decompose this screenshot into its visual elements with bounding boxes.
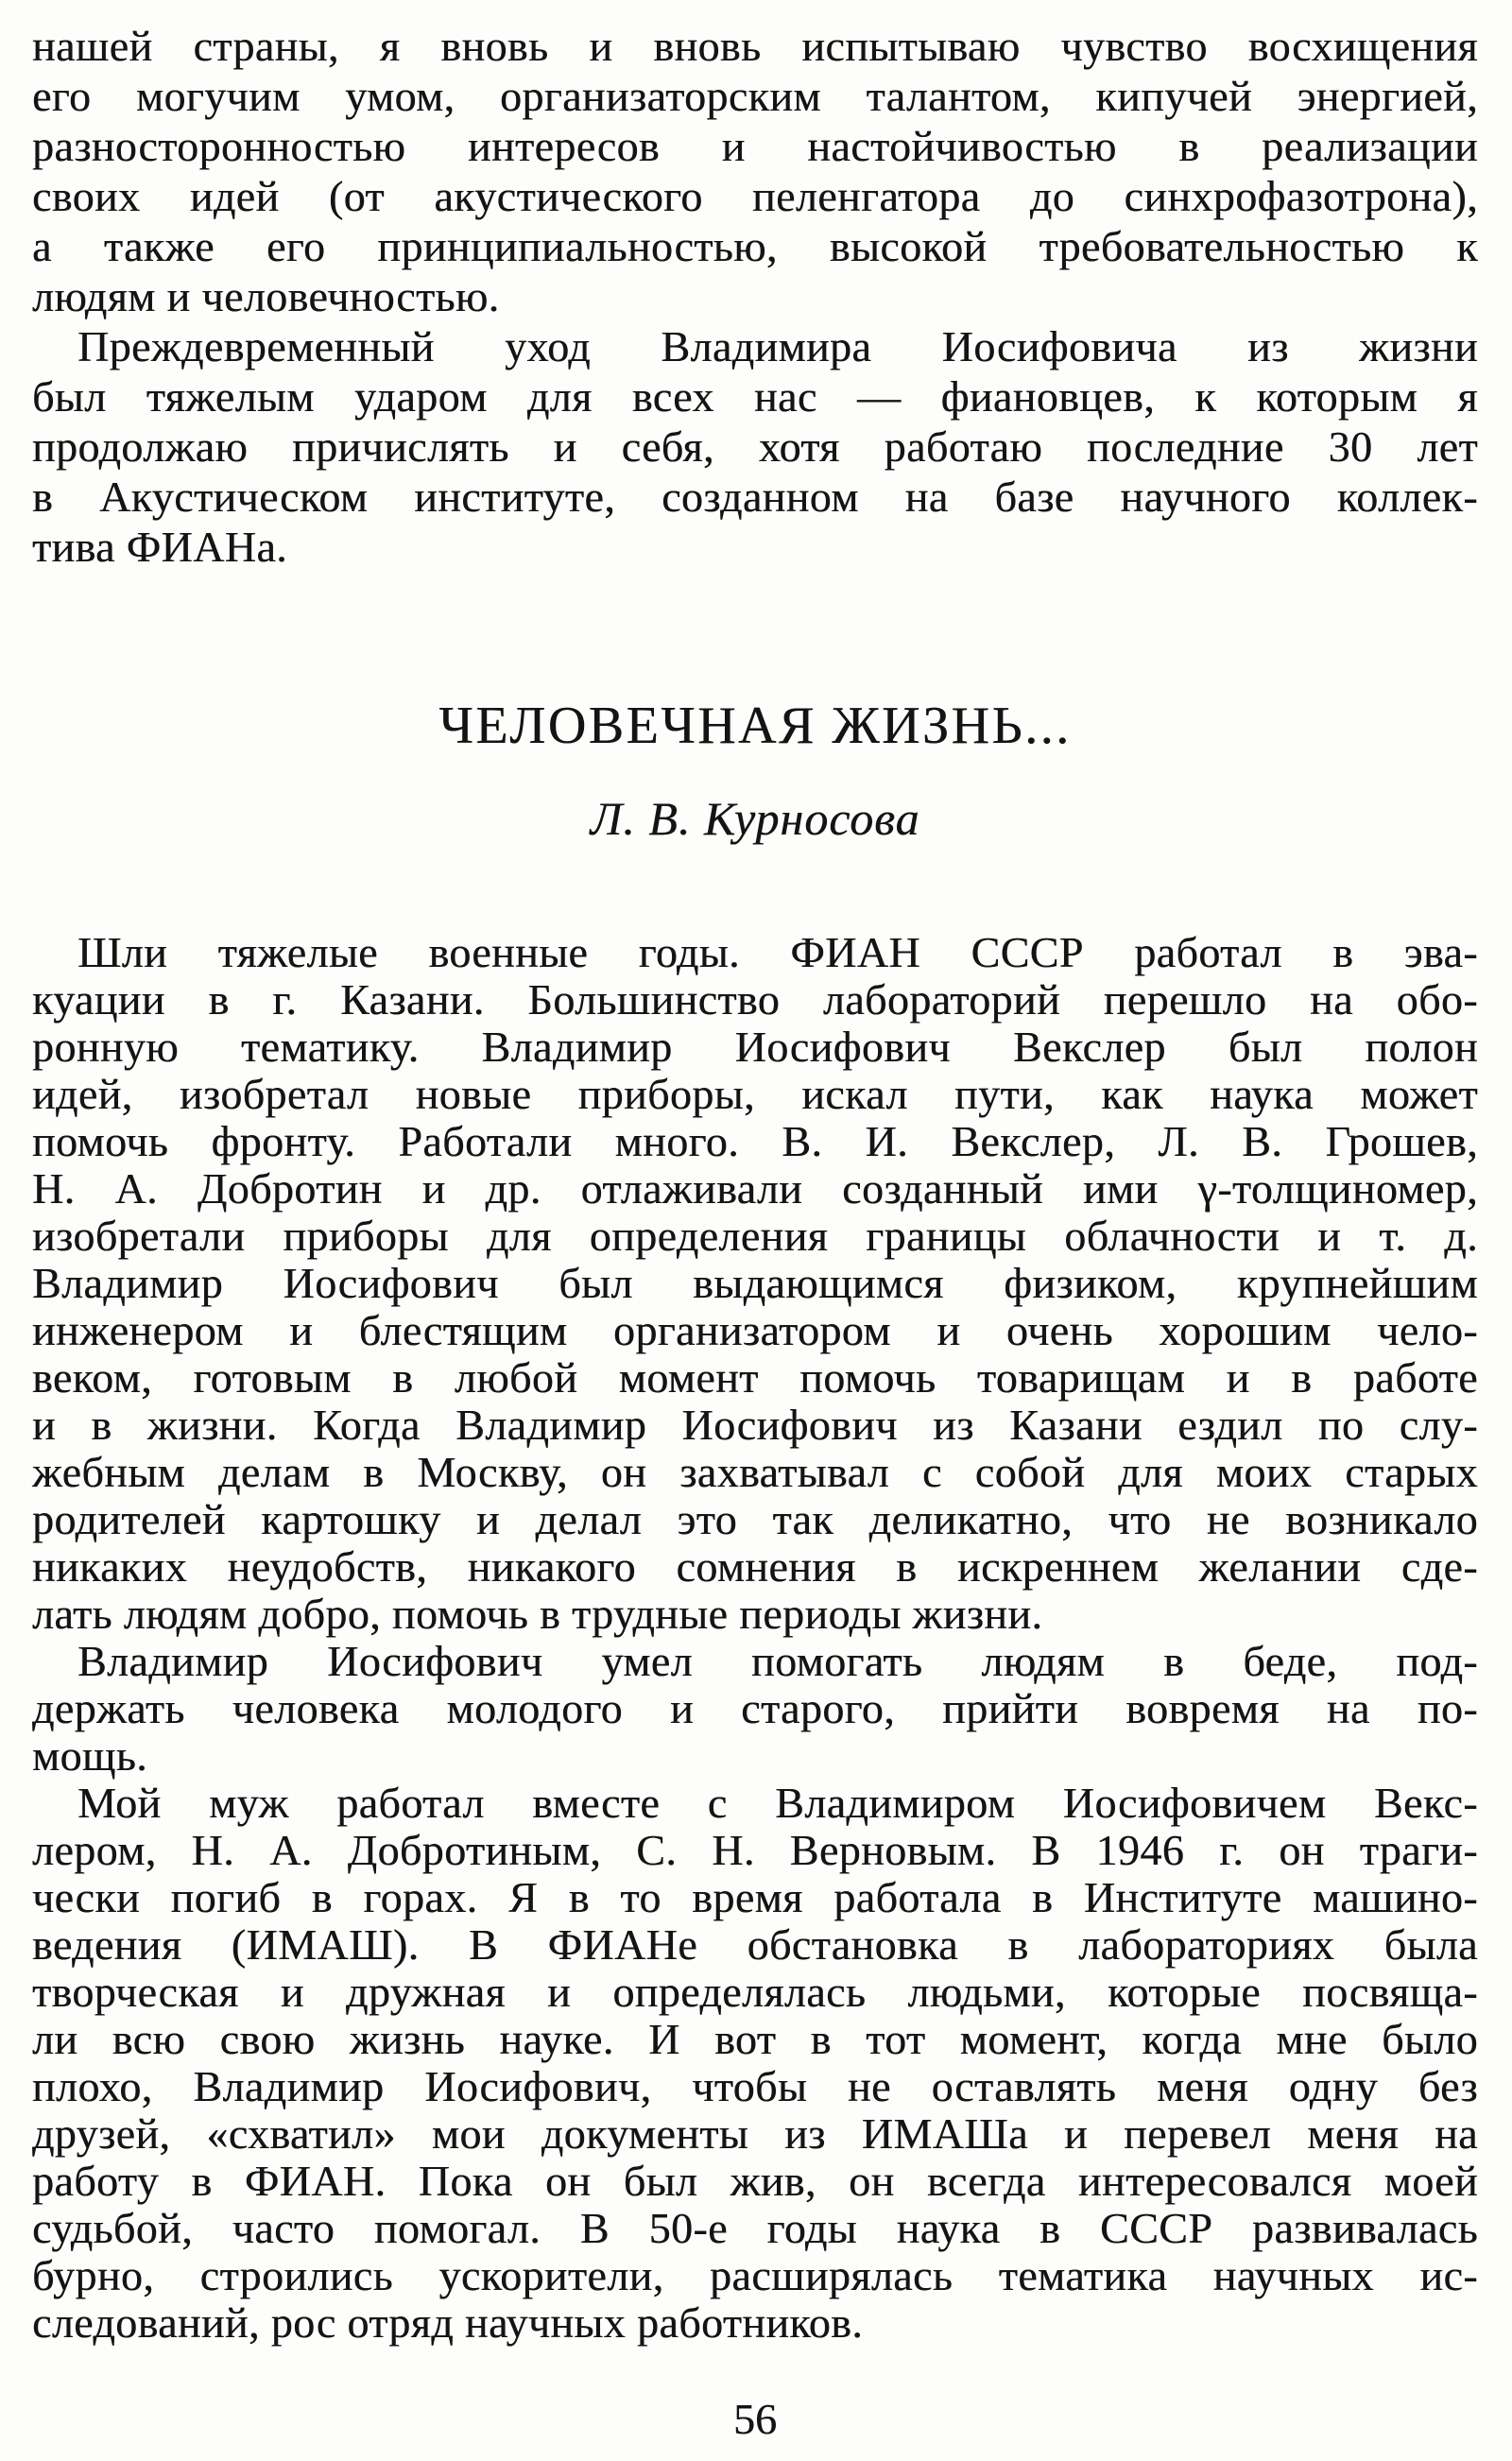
text-line: работу в ФИАН. Пока он был жив, он всегда интересовался моей bbox=[32, 2157, 1478, 2205]
text-line: ведения (ИМАШ). В ФИАНе обстановка в лабораториях была bbox=[32, 1920, 1478, 1969]
text-line: инженером и блестящим организатором и очень хорошим чело- bbox=[32, 1306, 1478, 1354]
paragraph bbox=[32, 321, 1478, 572]
paragraph bbox=[32, 21, 1478, 321]
text-line: творческая и дружная и определялась людьми, которые посвяща- bbox=[32, 1968, 1478, 2016]
text-line: плохо, Владимир Иосифович, чтобы не оставлять меня одну без bbox=[32, 2062, 1478, 2110]
text-line: Мой муж работал вместе с Владимиром Иосифовичем Векс- bbox=[77, 1779, 1478, 1827]
text-line: ли всю свою жизнь науке. И вот в тот момент, когда мне было bbox=[32, 2015, 1478, 2063]
text-line: в Акустическом институте, созданном на базе научного коллек- bbox=[32, 473, 1478, 521]
text-line: был тяжелым ударом для всех нас — фиановцев, к которым я bbox=[32, 372, 1478, 421]
text-line: разносторонностью интересов и настойчивостью в реализации bbox=[32, 122, 1478, 170]
paragraph bbox=[32, 929, 1478, 1638]
intro-continuation-text bbox=[32, 21, 1478, 572]
text-line: Шли тяжелые военные годы. ФИАН СССР работал в эва- bbox=[77, 928, 1478, 976]
text-line: нашей страны, я вновь и вновь испытываю чувство восхищения bbox=[32, 22, 1478, 70]
chapter-author: Л. В. Курносова bbox=[590, 792, 920, 845]
text-line: следований, рос отряд научных работников. bbox=[32, 2298, 864, 2347]
memoir-body-text bbox=[32, 929, 1478, 2347]
chapter-title: ЧЕЛОВЕЧНАЯ ЖИЗНЬ... bbox=[438, 697, 1072, 755]
text-line: идей, изобретал новые приборы, искал пути, как наука может bbox=[32, 1070, 1478, 1118]
text-line: лать людям добро, помочь в трудные периоды жизни. bbox=[32, 1590, 1043, 1638]
text-line: друзей, «схватил» мои документы из ИМАШа и перевел меня на bbox=[32, 2109, 1478, 2158]
page-number: 56 bbox=[733, 2395, 777, 2443]
text-line: родителей картошку и делал это так деликатно, что не возникало bbox=[32, 1495, 1478, 1543]
text-line: а также его принципиальностью, высокой требовательностью к bbox=[32, 222, 1478, 270]
text-line: лером, Н. А. Добротиным, С. Н. Верновым. В 1946 г. он траги- bbox=[32, 1826, 1478, 1874]
text-line: Владимир Иосифович был выдающимся физиком, крупнейшим bbox=[32, 1259, 1478, 1307]
text-line: продолжаю причислять и себя, хотя работаю последние 30 лет bbox=[32, 422, 1478, 471]
text-line: куации в г. Казани. Большинство лабораторий перешло на обо- bbox=[32, 975, 1478, 1024]
text-line: тива ФИАНа. bbox=[32, 523, 288, 571]
text-line: людям и человечностью. bbox=[32, 272, 500, 320]
text-line: помочь фронту. Работали много. В. И. Векслер, Л. В. Грошев, bbox=[32, 1117, 1478, 1165]
text-line: мощь. bbox=[32, 1731, 148, 1780]
paragraph bbox=[32, 1780, 1478, 2347]
text-line: бурно, строились ускорители, расширялась тематика научных ис- bbox=[32, 2251, 1478, 2299]
text-line: держать человека молодого и старого, прийти вовремя на по- bbox=[32, 1684, 1478, 1732]
text-line: Преждевременный уход Владимира Иосифовича из жизни bbox=[77, 322, 1478, 370]
text-line: Н. А. Добротин и др. отлаживали созданный ими γ-толщиномер, bbox=[32, 1164, 1478, 1213]
text-line: его могучим умом, организаторским талантом, кипучей энергией, bbox=[32, 72, 1478, 120]
text-line: своих идей (от акустического пеленгатора до синхрофазотрона), bbox=[32, 172, 1478, 220]
text-line: Владимир Иосифович умел помогать людям в беде, под- bbox=[77, 1637, 1478, 1685]
text-line: никаких неудобств, никакого сомнения в искреннем желании сде- bbox=[32, 1542, 1478, 1591]
paragraph bbox=[32, 1638, 1478, 1780]
text-line: изобретали приборы для определения границы облачности и т. д. bbox=[32, 1212, 1478, 1260]
text-line: судьбой, часто помогал. В 50-е годы наука в СССР развивалась bbox=[32, 2204, 1478, 2252]
text-line: чески погиб в горах. Я в то время работала в Институте машино- bbox=[32, 1873, 1478, 1921]
text-line: и в жизни. Когда Владимир Иосифович из Казани ездил по слу- bbox=[32, 1401, 1478, 1449]
text-line: веком, готовым в любой момент помочь товарищам и в работе bbox=[32, 1353, 1478, 1402]
text-line: ронную тематику. Владимир Иосифович Векслер был полон bbox=[32, 1023, 1478, 1071]
text-line: жебным делам в Москву, он захватывал с собой для моих старых bbox=[32, 1448, 1478, 1496]
